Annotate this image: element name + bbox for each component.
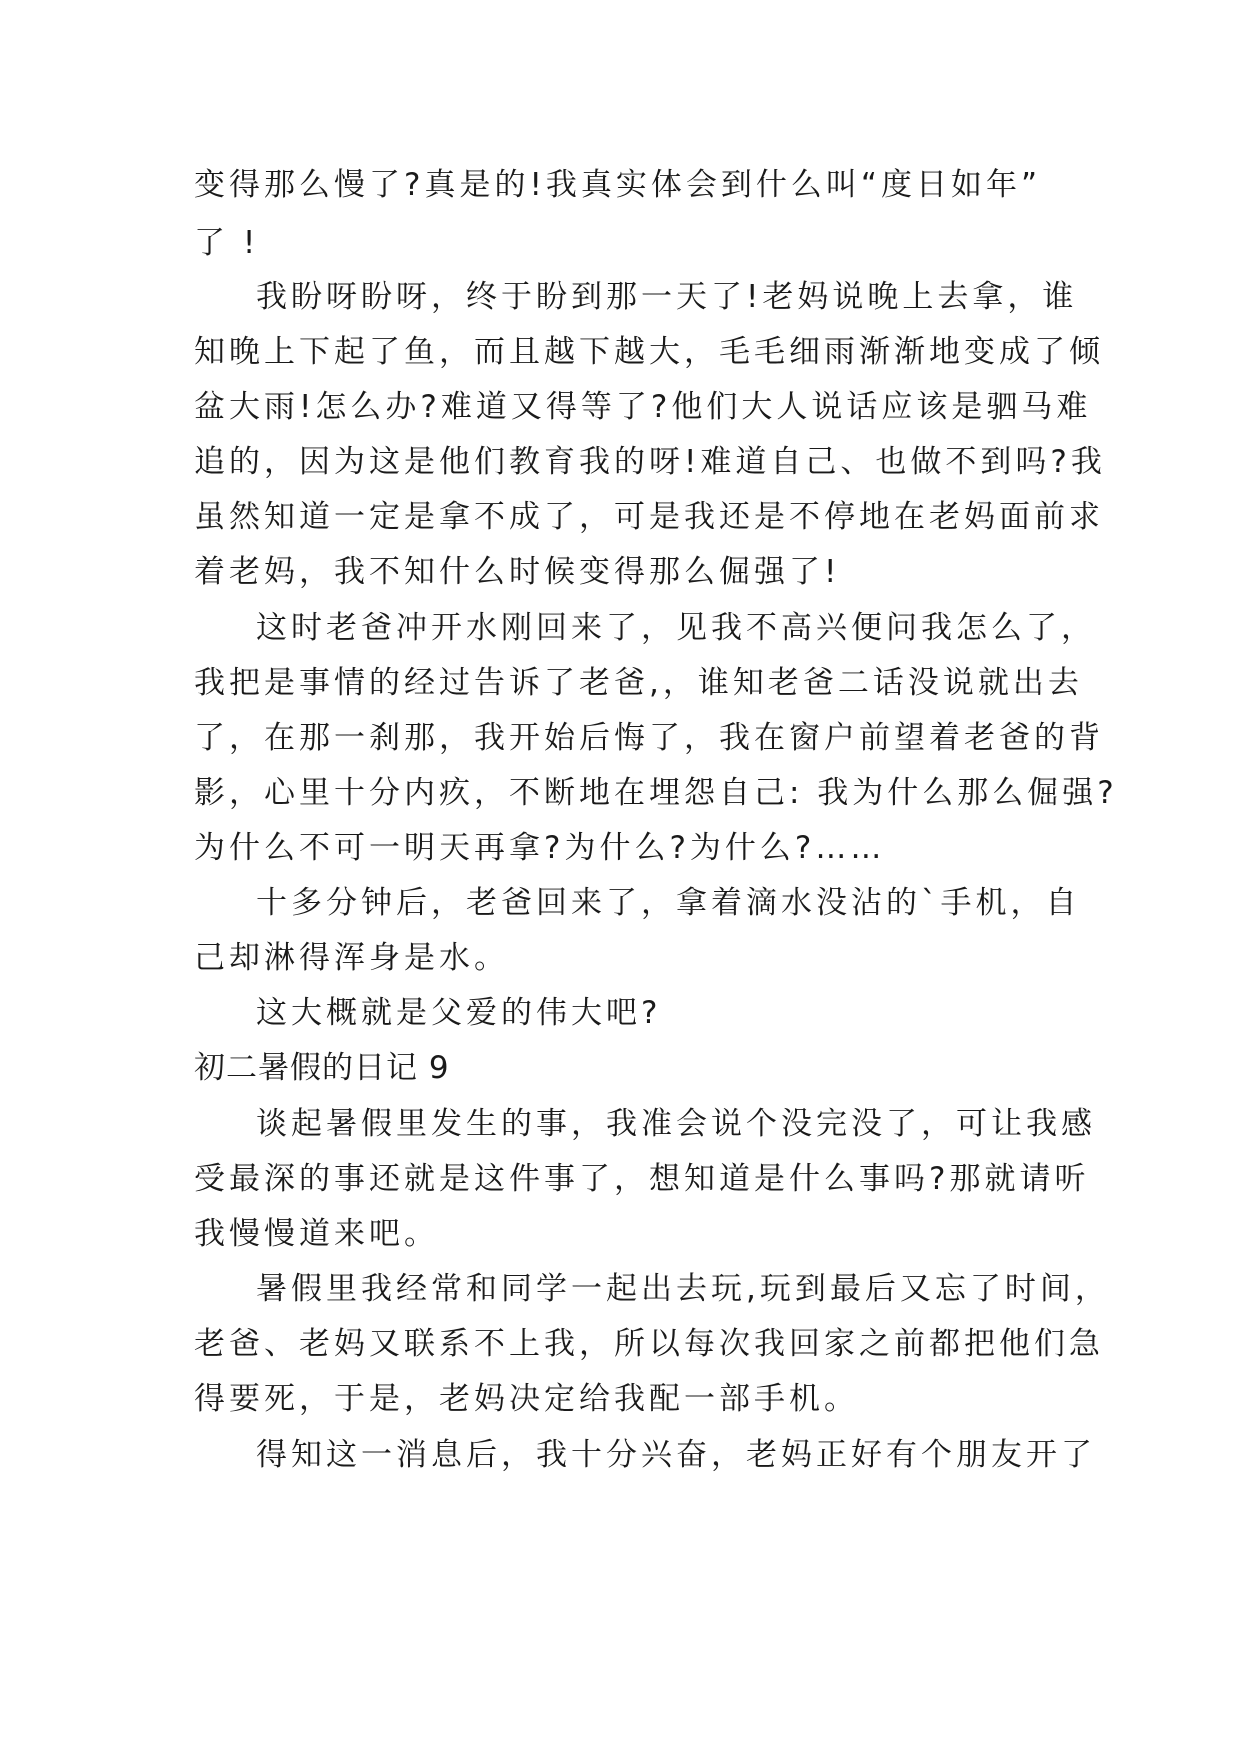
text-line: 得要死，于是，老妈决定给我配一部手机。 [194, 1381, 859, 1417]
paragraph-start-line: 暑假里我经常和同学一起出去玩,玩到最后又忘了时间， [256, 1271, 1110, 1307]
text-line: 受最深的事还就是这件事了，想知道是什么事吗?那就请听 [194, 1161, 1090, 1197]
text-line: 我把是事情的经过告诉了老爸,，谁知老爸二话没说就出去 [194, 665, 1083, 701]
text-line: 己却淋得浑身是水。 [194, 940, 509, 976]
text-line: 盆大雨!怎么办?难道又得等了?他们大人说话应该是驷马难 [194, 389, 1092, 425]
paragraph-start-line: 谈起暑假里发生的事，我准会说个没完没了，可让我感 [256, 1106, 1096, 1142]
paragraph-start-line: 这大概就是父爱的伟大吧? [256, 995, 662, 1031]
text-line: 了 ! [194, 225, 260, 261]
paragraph-start-line: 我盼呀盼呀，终于盼到那一天了!老妈说晚上去拿，谁 [256, 279, 1078, 315]
section-heading: 初二暑假的日记 9 [194, 1050, 450, 1086]
text-line: 了，在那一刹那，我开始后悔了，我在窗户前望着老爸的背 [194, 720, 1104, 756]
text-line: 为什么不可一明天再拿?为什么?为什么?…… [194, 830, 886, 866]
text-line: 虽然知道一定是拿不成了，可是我还是不停地在老妈面前求 [194, 499, 1104, 535]
paragraph-start-line: 这时老爸冲开水刚回来了，见我不高兴便问我怎么了， [256, 610, 1096, 646]
text-line: 着老妈，我不知什么时候变得那么倔强了! [194, 554, 841, 590]
text-line: 知晚上下起了鱼，而且越下越大，毛毛细雨渐渐地变成了倾 [194, 334, 1104, 370]
text-line: 影，心里十分内疚，不断地在埋怨自己: 我为什么那么倔强? [194, 775, 1118, 811]
text-line: 变得那么慢了?真是的!我真实体会到什么叫“度日如年” [194, 167, 1041, 203]
text-line: 我慢慢道来吧。 [194, 1216, 439, 1252]
paragraph-start-line: 十多分钟后，老爸回来了，拿着滴水没沾的`手机，自 [256, 885, 1081, 921]
paragraph-start-line: 得知这一消息后，我十分兴奋，老妈正好有个朋友开了 [256, 1437, 1096, 1473]
text-line: 老爸、老妈又联系不上我，所以每次我回家之前都把他们急 [194, 1326, 1104, 1362]
text-line: 追的，因为这是他们教育我的呀!难道自己、也做不到吗?我 [194, 444, 1106, 480]
